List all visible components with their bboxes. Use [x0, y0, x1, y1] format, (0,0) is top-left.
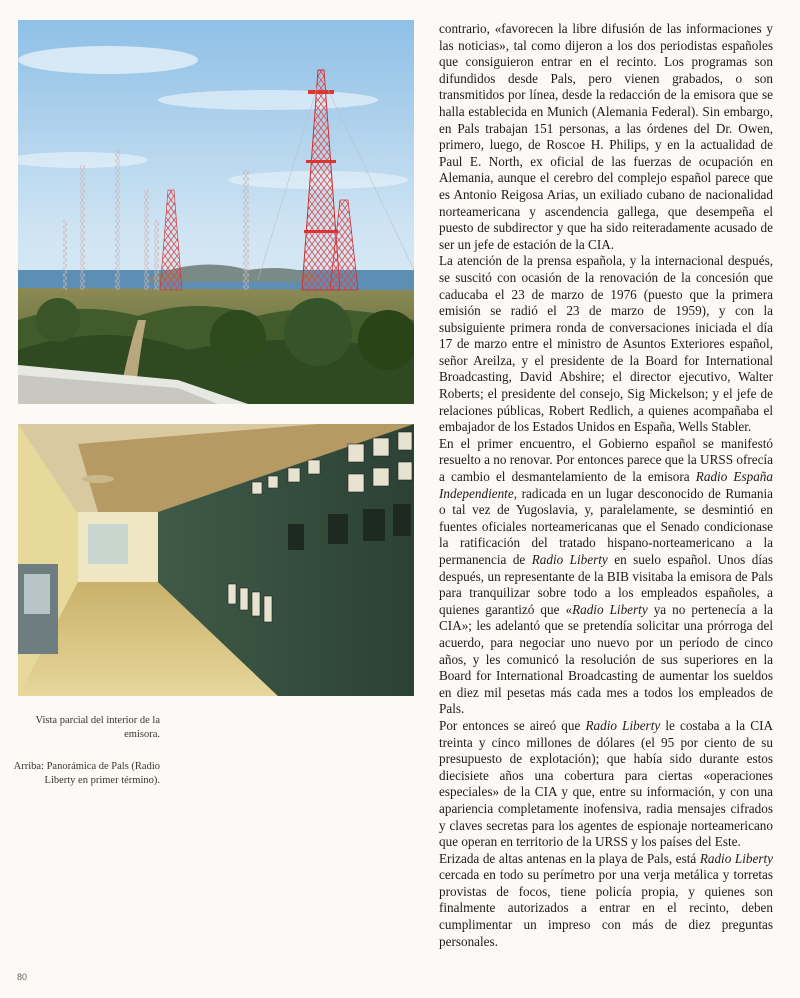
- article-paragraph: [439, 718, 773, 851]
- station-interior-image: [18, 424, 414, 696]
- panorama-photo-caption: Arriba: Panorámica de Pals (Radio Liberty en primer término).: [13, 761, 160, 786]
- antenna-panorama-photo: [18, 20, 414, 404]
- text-run: , radicada en un lugar desconocido de Rumania o tal vez de Yugoslavia, y, paralelamente, se desmintió en fuentes oficiales norteamericanas que el Senado condicionase la ratificación del tratado hispano-norteamericano a la permanencia de: [439, 485, 773, 567]
- station-interior-photo: [18, 424, 414, 696]
- text-run: La atención de la prensa española, y la internacional después, se suscitó con ocasión de la renovación de la concesión que caducaba el 23 de marzo de 1976 (puesto que la primera emisión se radió el 23 de marzo de 1959), y con la subsiguiente primera ronda de conversaciones iniciada el día 17 de marzo entre el ministro de Asuntos Exteriores español, señor Areilza, y el presidente de la Board for International Broadcasting, David Abshire; el director ejecutivo, Walter Roberts; el presidente del consejo, Sig Mickelson; y el jefe de relaciones públicas, Robert Redlich, a quienes acompañaba el embajador de los Estados Unidos en España, Wells Stabler.: [439, 253, 773, 435]
- italic-text-run: Radio Liberty: [572, 601, 648, 617]
- text-run: en suelo español. Unos días después, un representante de la BIB visitaba la emisora de Pals para tranquilizar sobre todo a los empleados españoles, a quienes garantizó que «: [439, 552, 773, 617]
- text-run: En el primer encuentro, el Gobierno español se manifestó resuelto a no renovar. Por entonces parece que la URSS ofrecía a cambio el desmantelamiento de la emisora: [439, 435, 773, 485]
- article-paragraph: [439, 253, 773, 436]
- page-number: 80: [17, 972, 28, 982]
- article-text-column: [439, 21, 773, 950]
- italic-text-run: Radio Liberty: [699, 850, 773, 866]
- article-paragraph: [439, 851, 773, 951]
- text-run: le costaba a la CIA treinta y cinco millones de dólares (el 95 por ciento de su presupuesto de explotación); que había sido durante estos diecisiete años una cobertura para ciertas «operaciones especiales» de la CIA y que, entre su información, y con una apariencia completamente inofensiva, radia mensajes cifrados y claves secretas para los agentes de espionaje norteamericano que operan en territorio de la URSS y los países del Este.: [439, 717, 773, 850]
- italic-text-run: Radio España Independiente: [439, 469, 773, 501]
- text-run: Por entonces se aireó que: [439, 717, 586, 733]
- interior-photo-caption: Vista parcial del interior de la emisora.: [35, 715, 160, 740]
- italic-text-run: Radio Liberty: [585, 717, 661, 733]
- italic-text-run: Radio Liberty: [531, 552, 608, 567]
- antenna-panorama-image: [18, 20, 414, 404]
- article-paragraph: [439, 436, 773, 718]
- text-run: ya no pertenecía a la CIA»; les adelantó que se pretendía solicitar una prórroga del acuerdo, para negociar uno nuevo por un período de cinco años, y les comunicó la resolución de sus superiores en la Board for International Broadcasting de aumentar los sueldos en diez mil pesetas más cada mes a todos los empleados de Pals.: [439, 601, 773, 717]
- text-run: Erizada de altas antenas en la playa de Pals, está: [439, 850, 700, 866]
- text-run: cercada en todo su perímetro por una verja metálica y torretas provistas de focos, tiene policía propia, y quienes son finalmente autorizados a entrar en el recinto, deben cumplimentar un impreso con más de diez preguntas personales.: [439, 867, 773, 949]
- text-run: contrario, «favorecen la libre difusión de las informaciones y las noticias», tal como dijeron a los dos periodistas españoles que consiguieron entrar en el recinto. Los programas son difundidos desde Pals, pero vienen grabados, o son transmitidos por línea, desde la redacción de la emisora que se halla establecida en Munich (Alemania Federal). Sin embargo, en Pals trabajan 151 personas, a las órdenes del Dr. Owen, primero, luego, de Roscoe H. Philips, y en la actualidad de Paul E. North, ex oficial de las fuerzas de ocupación en Alemania, aunque el cerebro del complejo español parece que es Antonio Reigosa Arias, un exiliado cubano de nacionalidad norteamericana y ascendencia gallega, que desempeña el puesto de subdirector y que ha sido reiteradamente acusado de ser un jefe de estación de la CIA.: [439, 21, 773, 252]
- article-paragraph: [439, 21, 773, 253]
